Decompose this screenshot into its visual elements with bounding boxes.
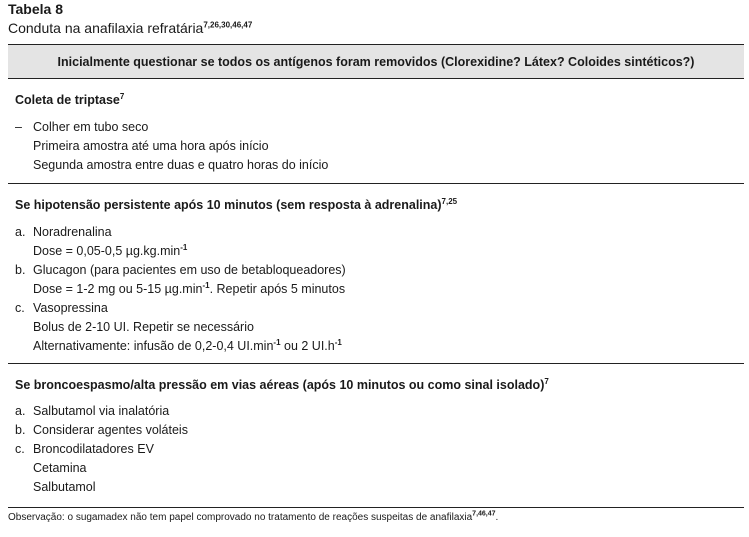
dose-exponent: -1 <box>180 242 188 252</box>
footnote-text: Observação: o sugamadex não tem papel comprovado no tratamento de reações suspeitas de anafilaxia <box>8 512 473 523</box>
section-title <box>15 92 744 108</box>
table-title-text: Conduta na anafilaxia refratária <box>8 20 204 36</box>
section-title <box>15 197 744 213</box>
dose-line <box>33 280 744 299</box>
dose-line <box>33 242 744 261</box>
section-title-ref: 7,25 <box>441 196 458 206</box>
list-marker <box>15 137 33 156</box>
section-title-ref: 7 <box>544 376 549 386</box>
list-text: Colher em tubo seco <box>33 120 149 134</box>
dose-text-end: . Repetir após 5 minutos <box>209 282 346 296</box>
list-text: Vasopressina <box>33 301 108 315</box>
list-item <box>15 478 744 497</box>
list-marker <box>15 459 33 478</box>
section-hipotensao <box>8 184 744 364</box>
section-title-text: Coleta de triptase <box>15 93 120 107</box>
list-item <box>15 318 744 337</box>
list-marker: c. <box>15 442 25 456</box>
table-label: Tabela 8 <box>8 1 63 17</box>
footnote <box>8 508 744 525</box>
list-item <box>15 242 744 261</box>
section-triptase <box>8 79 744 184</box>
dose-exponent: -1 <box>202 280 210 290</box>
dose-text: Dose = 1-2 mg ou 5-15 µg.min <box>33 282 203 296</box>
dose-line <box>33 337 744 356</box>
footnote-end: . <box>495 512 499 523</box>
list-text: Salbutamol <box>33 480 96 494</box>
list-marker: b. <box>15 423 26 437</box>
table-title <box>8 19 744 37</box>
list-item <box>15 280 744 299</box>
list-text: Primeira amostra até uma hora após início <box>33 139 269 153</box>
list-marker: a. <box>15 404 26 418</box>
table-title-refs: 7,26,30,46,47 <box>203 20 253 30</box>
list-item <box>15 156 744 175</box>
list-marker: – <box>15 120 22 134</box>
dose-text: Dose = 0,05-0,5 µg.kg.min <box>33 244 181 258</box>
list-text: Cetamina <box>33 461 87 475</box>
section-title-text: Se broncoespasmo/alta pressão em vias aéreas (após 10 minutos ou como sinal isolado) <box>15 378 545 392</box>
list-marker: a. <box>15 225 26 239</box>
list-text: Bolus de 2-10 UI. Repetir se necessário <box>33 320 254 334</box>
dose-exponent: -1 <box>334 337 342 347</box>
section-title-text: Se hipotensão persistente após 10 minutos (sem resposta à adrenalina) <box>15 198 442 212</box>
list-item <box>15 459 744 478</box>
list-text: Broncodilatadores EV <box>33 442 154 456</box>
list-item <box>15 421 744 440</box>
list-text: Segunda amostra entre duas e quatro horas do início <box>33 158 329 172</box>
section-bronco <box>8 364 744 508</box>
list-item <box>15 261 744 280</box>
list-item <box>15 440 744 459</box>
list-text: Considerar agentes voláteis <box>33 423 188 437</box>
table-header: Inicialmente questionar se todos os antígenos foram removidos (Clorexidine? Látex? Coloides sintéticos?) <box>8 44 744 79</box>
table-container <box>8 0 744 525</box>
dose-text: Alternativamente: infusão de 0,2-0,4 UI.min <box>33 339 274 353</box>
footnote-refs: 7,46,47 <box>472 510 496 518</box>
list-text: Glucagon (para pacientes em uso de betabloqueadores) <box>33 263 346 277</box>
list-marker <box>15 478 33 497</box>
section-title <box>15 377 744 393</box>
list-text: Salbutamol via inalatória <box>33 404 170 418</box>
list-marker: c. <box>15 301 25 315</box>
list-marker: b. <box>15 263 26 277</box>
list-text: Noradrenalina <box>33 225 112 239</box>
list-item <box>15 118 744 137</box>
list-item <box>15 223 744 242</box>
list-item <box>15 299 744 318</box>
list-marker <box>15 156 33 175</box>
list-item <box>15 402 744 421</box>
section-title-ref: 7 <box>119 91 125 101</box>
list-item <box>15 337 744 356</box>
dose-exponent: -1 <box>273 337 281 347</box>
list-item <box>15 137 744 156</box>
dose-text-mid: ou 2 UI.h <box>280 339 335 353</box>
